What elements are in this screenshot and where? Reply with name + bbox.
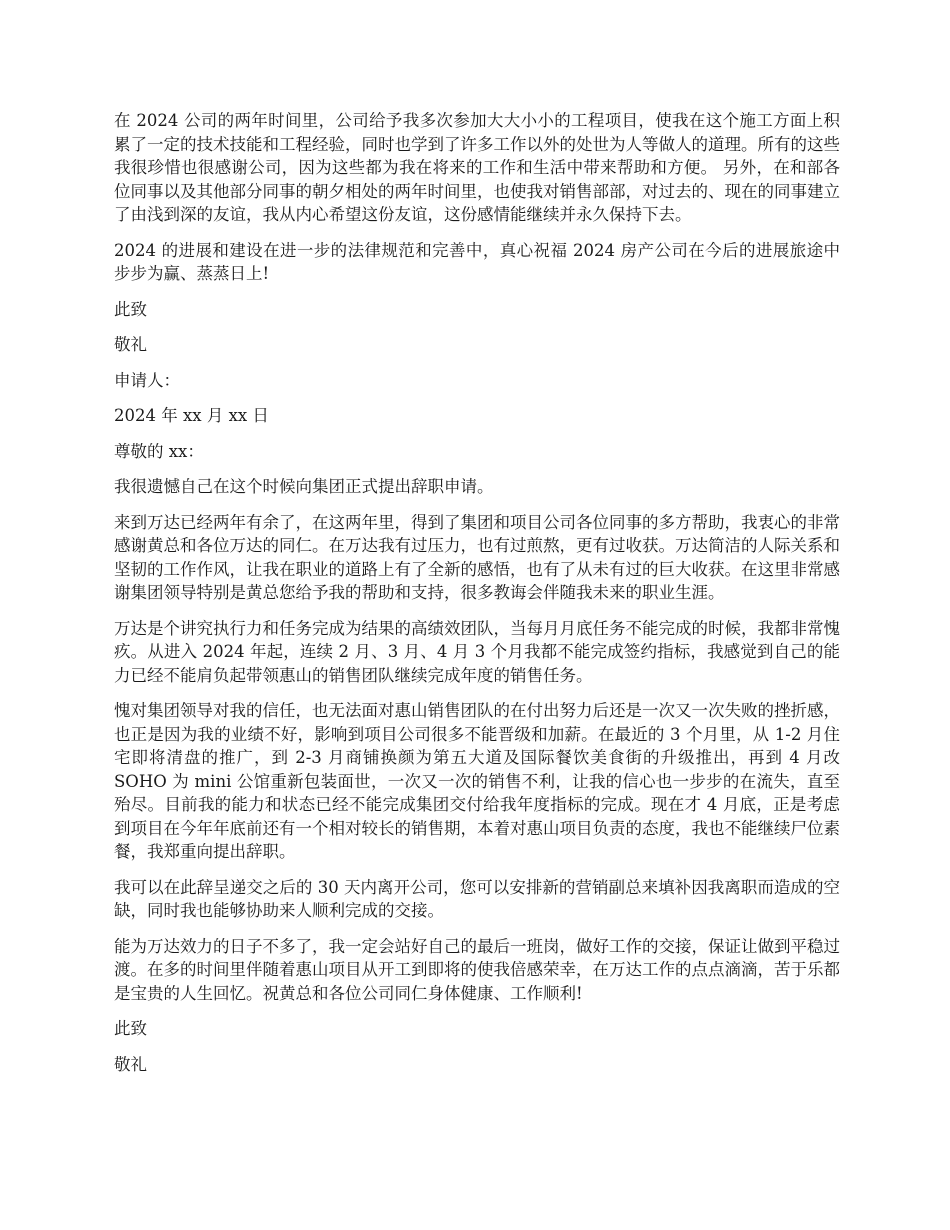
paragraph-blessing: 2024 的进展和建设在进一步的法律规范和完善中，真心祝福 2024 房产公司在今后的进展旅途中步步为赢、蒸蒸日上! [114, 240, 840, 283]
closing-jingli-2: 敬礼 [114, 1054, 147, 1074]
closing-cizhi: 此致 [114, 299, 147, 319]
salutation: 尊敬的 xx： [114, 441, 204, 461]
document-body [114, 109, 840, 1088]
applicant-label: 申请人： [114, 370, 180, 390]
closing-jingli: 敬礼 [114, 335, 147, 354]
paragraph-apology: 愧对集团领导对我的信任，也无法面对惠山销售团队的在付出努力后还是一次又一次失败的挫折感，也正是因为我的业绩不好，影响到项目公司很多不能晋级和加薪。在最近的 3 个月里，从 1-2 月住宅即将清盘的推广，到 2-3 月商铺换颜为第五大道及国际餐饮美食街的升级推出，再到 4 月改 SOHO 为 mini 公馆重新包装面世，一次又一次的销售不利，让我的信心也一步步的在流失，直至殆尽。目前我的能力和状态已经不能完成集团交付给我年度指标的完成。现在才 4 月底，正是考虑到项目在今年年底前还有一个相对较长的销售期，本着对惠山项目负责的态度，我也不能继续尸位素餐，我郑重向提出辞职。 [114, 701, 840, 861]
paragraph-handover: 我可以在此辞呈递交之后的 30 天内离开公司，您可以安排新的营销副总来填补因我离职而造成的空缺，同时我也能够协助来人顺利完成的交接。 [114, 877, 840, 920]
paragraph-performance: 万达是个讲究执行力和任务完成为结果的高绩效团队，当每月月底任务不能完成的时候，我都非常愧疚。从进入 2024 年起，连续 2 月、3 月、4 月 3 个月我都不能完成签约指标，我感觉到自己的能力已经不能肩负起带领惠山的销售团队继续完成年度的销售任务。 [114, 618, 840, 685]
paragraph-resignation-intent: 我很遗憾自己在这个时候向集团正式提出辞职申请。 [114, 477, 494, 496]
closing-cizhi-2: 此致 [114, 1019, 147, 1038]
paragraph-gratitude: 来到万达已经两年有余了，在这两年里，得到了集团和项目公司各位同事的多方帮助，我衷心的非常感谢黄总和各位万达的同仁。在万达我有过压力，也有过煎熬，更有过收获。万达简洁的人际关系和坚韧的工作作风，让我在职业的道路上有了全新的感悟，也有了从未有过的巨大收获。在这里非常感谢集团领导特别是黄总您给予我的帮助和支持，很多教诲会伴随我未来的职业生涯。 [114, 512, 840, 602]
paragraph-farewell: 能为万达效力的日子不多了，我一定会站好自己的最后一班岗，做好工作的交接，保证让做到平稳过渡。在多的时间里伴随着惠山项目从开工到即将的使我倍感荣幸，在万达工作的点点滴滴，苦于乐都是宝贵的人生回忆。祝黄总和各位公司同仁身体健康、工作顺利! [114, 936, 840, 1003]
letter-date: 2024 年 xx 月 xx 日 [114, 406, 269, 425]
paragraph-project-experience: 在 2024 公司的两年时间里，公司给予我多次参加大大小小的工程项目，使我在这个施工方面上积累了一定的技术技能和工程经验，同时也学到了许多工作以外的处世为人等做人的道理。所有的这些我很珍惜也很感谢公司，因为这些都为我在将来的工作和生活中带来帮助和方便。 另外，在和部各位同事以及其他部分同事的朝夕相处的两年时间里，也使我对销售部部，对过去的、现在的同事建立了由浅到深的友谊，我从内心希望这份友谊，这份感情能继续并永久保持下去。 [114, 111, 840, 224]
